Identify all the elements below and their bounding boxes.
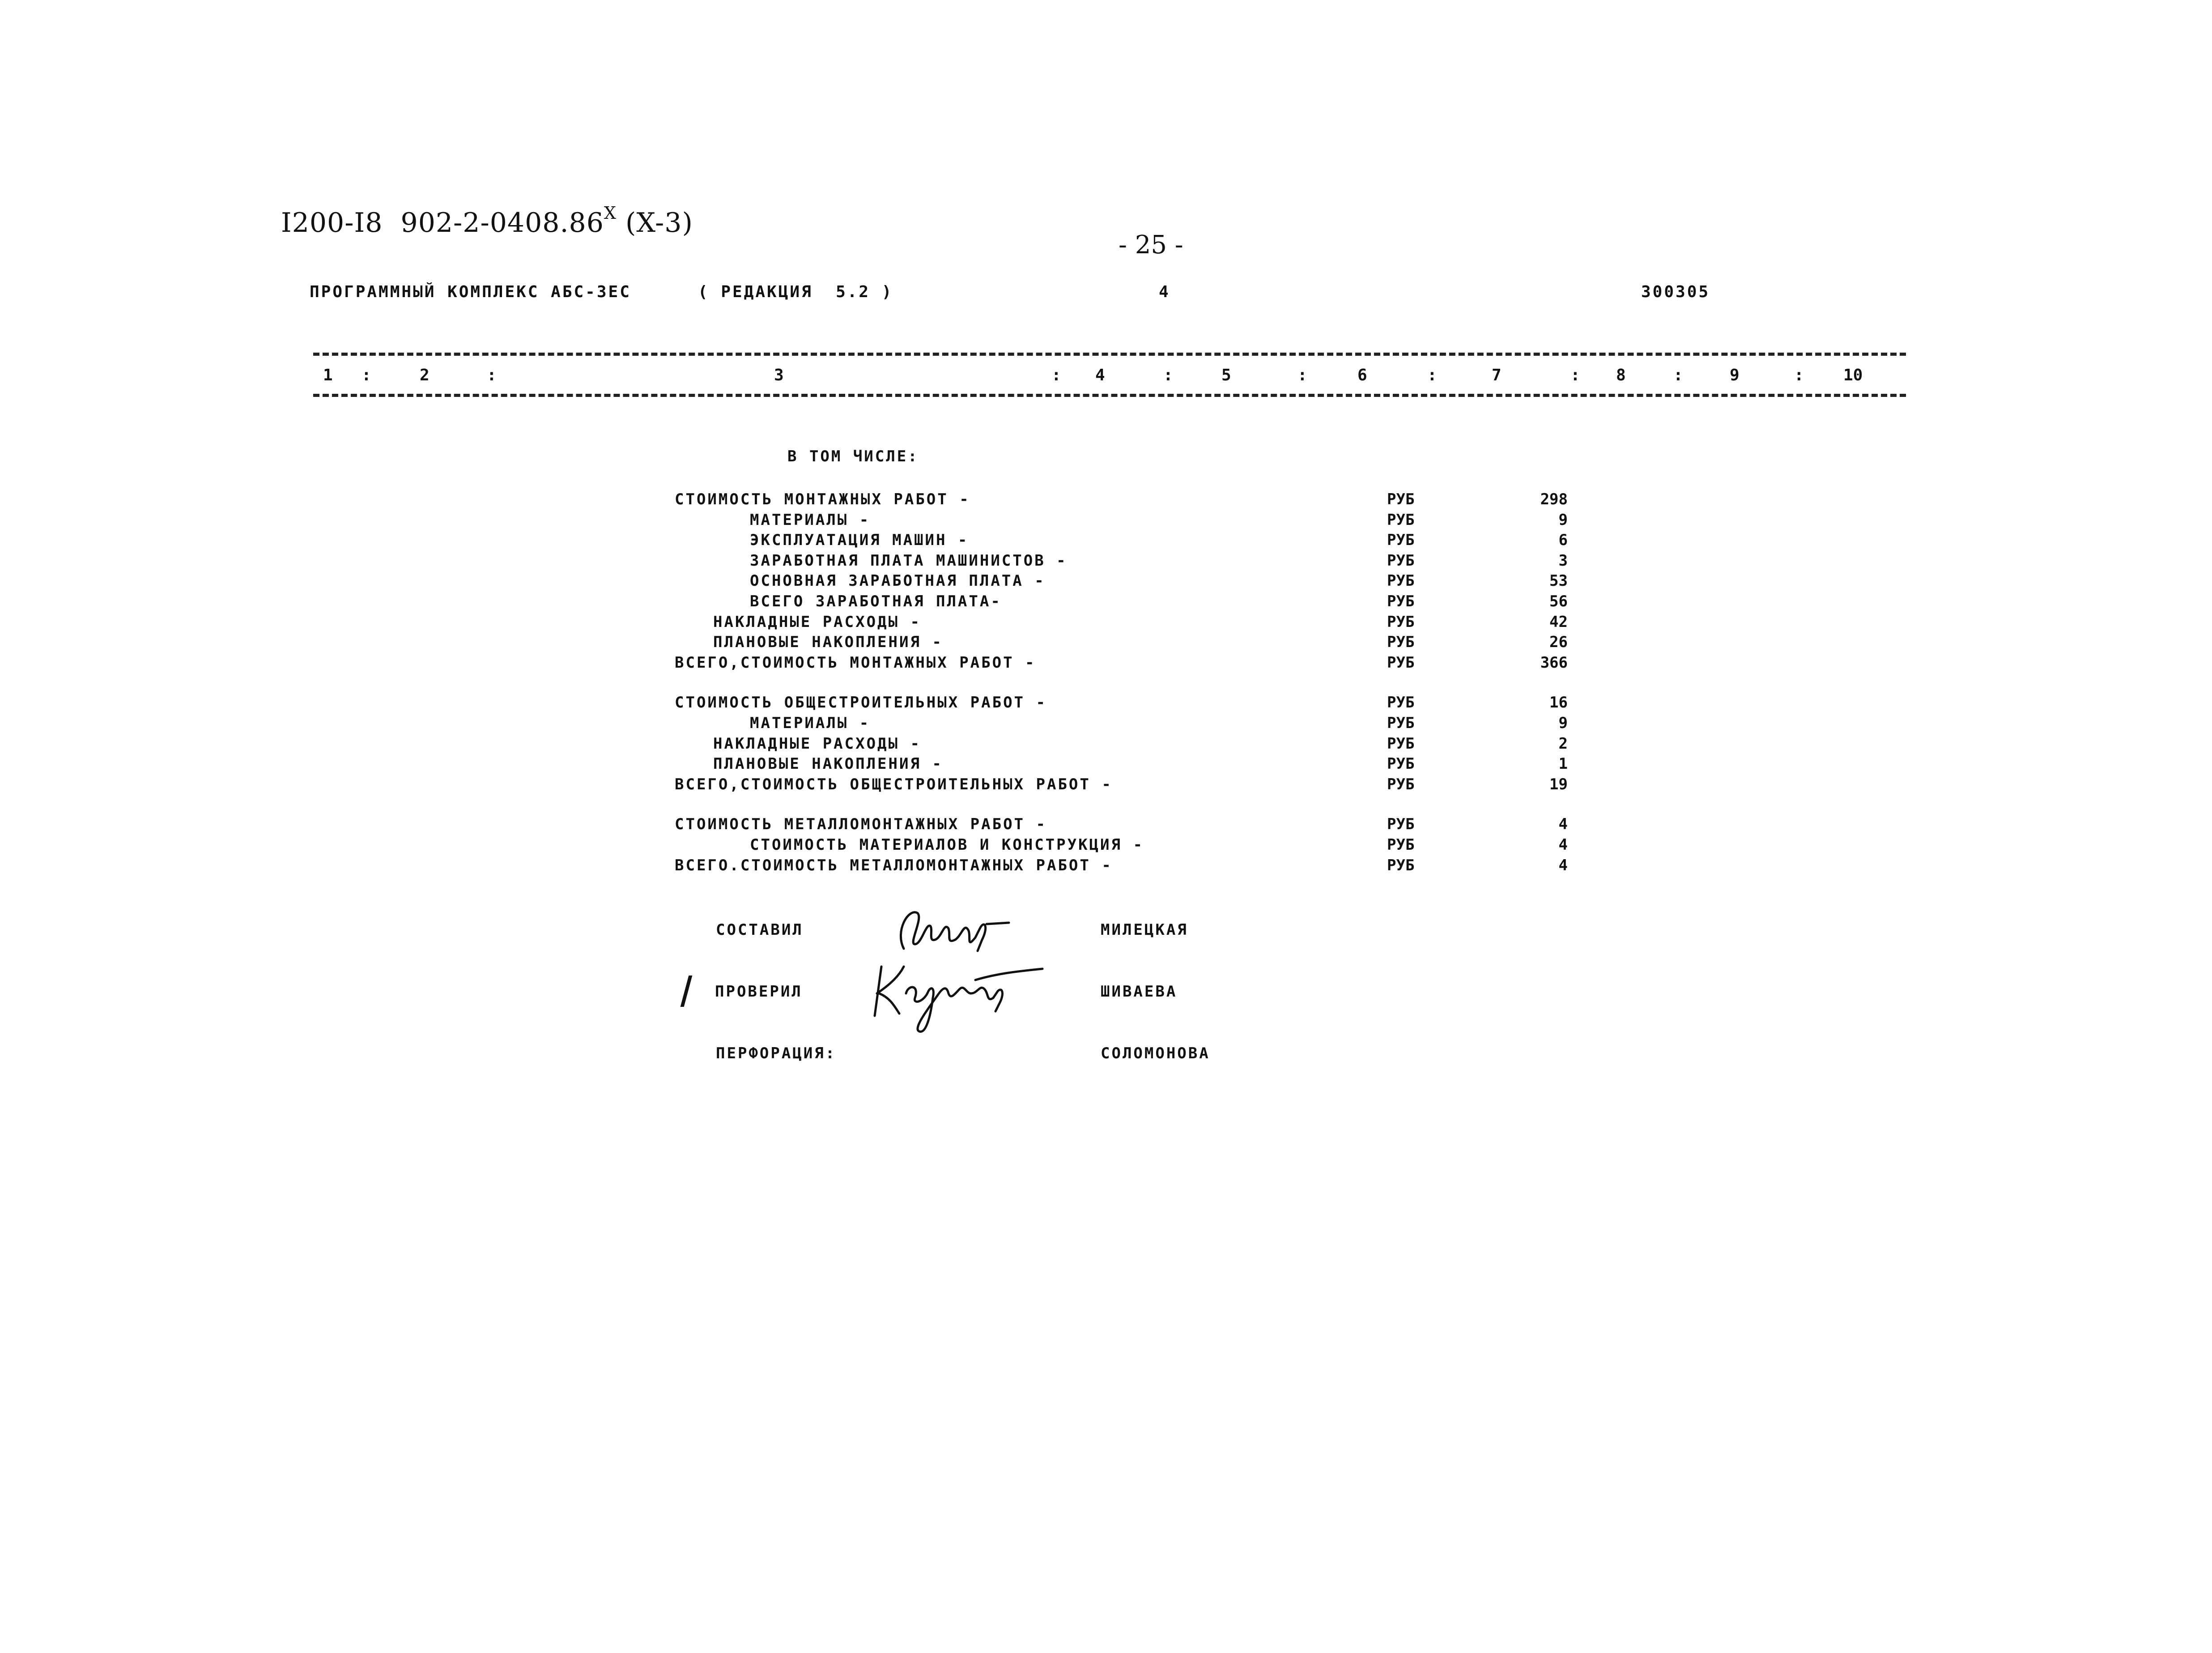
column-separator: : — [1163, 366, 1173, 384]
column-separator: : — [1673, 366, 1683, 384]
perforation-name: СОЛОМОНОВА — [1101, 1044, 1210, 1062]
column-separator: : — [362, 366, 371, 384]
column-number: 5 — [1221, 366, 1231, 384]
column-number: 6 — [1357, 366, 1367, 384]
cost-row-label: ВСЕГО.СТОИМОСТЬ МЕТАЛЛОМОНТАЖНЫХ РАБОТ - — [675, 856, 1113, 874]
column-separator: : — [1570, 366, 1580, 384]
document-code — [281, 203, 693, 239]
header-rule-top — [313, 353, 1906, 356]
cost-row-label: ВСЕГО ЗАРАБОТНАЯ ПЛАТА- — [750, 592, 1002, 610]
cost-row-unit: РУБ — [1387, 613, 1415, 631]
cost-row-label: СТОИМОСТЬ МОНТАЖНЫХ РАБОТ - — [675, 490, 970, 508]
compiled-by-label: СОСТАВИЛ — [716, 921, 804, 939]
cost-row-unit: РУБ — [1387, 490, 1415, 508]
column-number: 3 — [774, 366, 784, 384]
cost-row-unit: РУБ — [1387, 856, 1415, 874]
cost-row-unit: РУБ — [1387, 551, 1415, 570]
cost-row-unit: РУБ — [1387, 511, 1415, 529]
cost-row-label: НАКЛАДНЫЕ РАСХОДЫ - — [713, 734, 921, 753]
cost-row-value: 6 — [1558, 531, 1568, 550]
cost-row-unit: РУБ — [1387, 531, 1415, 550]
program-name: ПРОГРАММНЫЙ КОМПЛЕКС АБС-ЗЕС — [310, 283, 631, 301]
cost-row-unit: РУБ — [1387, 633, 1415, 652]
cost-row-value: 9 — [1558, 714, 1568, 732]
program-edition: ( РЕДАКЦИЯ 5.2 ) — [698, 283, 893, 301]
cost-row-label: ВСЕГО,СТОИМОСТЬ ОБЩЕСТРОИТЕЛЬНЫХ РАБОТ - — [675, 775, 1113, 793]
column-number: 7 — [1492, 366, 1502, 384]
compiled-by-name: МИЛЕЦКАЯ — [1101, 921, 1188, 939]
cost-row-value: 56 — [1549, 592, 1568, 610]
cost-row-value: 4 — [1558, 836, 1568, 854]
cost-row-value: 16 — [1549, 694, 1568, 712]
cost-row-unit: РУБ — [1387, 836, 1415, 854]
cost-row-label: ПЛАНОВЫЕ НАКОПЛЕНИЯ - — [713, 633, 943, 652]
cost-row-unit: РУБ — [1387, 775, 1415, 793]
cost-row-value: 26 — [1549, 633, 1568, 652]
cost-row-label: ЭКСПЛУАТАЦИЯ МАШИН - — [750, 531, 969, 550]
cost-row-value: 4 — [1558, 815, 1568, 834]
checked-by-name: ШИВАЕВА — [1101, 983, 1178, 1001]
cost-row-value: 298 — [1540, 490, 1568, 508]
column-number: 2 — [420, 366, 430, 384]
cost-row-label: СТОИМОСТЬ МЕТАЛЛОМОНТАЖНЫХ РАБОТ - — [675, 815, 1047, 834]
cost-row-label: ВСЕГО,СТОИМОСТЬ МОНТАЖНЫХ РАБОТ - — [675, 653, 1036, 672]
document-code-main: I200-I8 902-2-0408.86 — [281, 207, 604, 239]
cost-row-unit: РУБ — [1387, 815, 1415, 834]
cost-row-label: ПЛАНОВЫЕ НАКОПЛЕНИЯ - — [713, 755, 943, 773]
cost-row-value: 42 — [1549, 613, 1568, 631]
document-code-superscript: X — [604, 203, 617, 223]
cost-row-unit: РУБ — [1387, 572, 1415, 590]
perforation-label: ПЕРФОРАЦИЯ: — [716, 1044, 837, 1062]
sheet-number: 4 — [1159, 283, 1170, 301]
cost-row-unit: РУБ — [1387, 592, 1415, 610]
cost-row-value: 4 — [1558, 856, 1568, 874]
cost-row-unit: РУБ — [1387, 653, 1415, 672]
cost-row-unit: РУБ — [1387, 714, 1415, 732]
cost-row-unit: РУБ — [1387, 694, 1415, 712]
cost-row-unit: РУБ — [1387, 734, 1415, 753]
checked-by-label: ПРОВЕРИЛ — [715, 983, 803, 1001]
header-rule-bottom — [313, 394, 1906, 397]
checked-signature — [864, 949, 1051, 1038]
cost-row-value: 1 — [1558, 755, 1568, 773]
column-separator: : — [1297, 366, 1307, 384]
cost-row-label: ОСНОВНАЯ ЗАРАБОТНАЯ ПЛАТА - — [750, 572, 1046, 590]
column-number: 1 — [323, 366, 333, 384]
cost-row-value: 3 — [1558, 551, 1568, 570]
section-title: В ТОМ ЧИСЛЕ: — [787, 447, 919, 465]
column-number: 4 — [1095, 366, 1105, 384]
column-separator: : — [1794, 366, 1804, 384]
cost-row-label: СТОИМОСТЬ ОБЩЕСТРОИТЕЛЬНЫХ РАБОТ - — [675, 694, 1047, 712]
cost-row-value: 19 — [1549, 775, 1568, 793]
document-registry-code: 300305 — [1641, 283, 1710, 301]
column-number: 9 — [1730, 366, 1740, 384]
column-separator: : — [487, 366, 497, 384]
check-mark-stroke — [681, 976, 693, 1007]
cost-row-unit: РУБ — [1387, 755, 1415, 773]
cost-row-value: 53 — [1549, 572, 1568, 590]
column-number: 10 — [1843, 366, 1863, 384]
cost-row-label: СТОИМОСТЬ МАТЕРИАЛОВ И КОНСТРУКЦИЯ - — [750, 836, 1144, 854]
cost-row-label: МАТЕРИАЛЫ - — [750, 714, 871, 732]
document-code-suffix: (X-3) — [616, 207, 693, 239]
cost-row-label: НАКЛАДНЫЕ РАСХОДЫ - — [713, 613, 921, 631]
cost-row-value: 2 — [1558, 734, 1568, 753]
page-number: - 25 - — [1119, 230, 1183, 260]
column-number: 8 — [1616, 366, 1626, 384]
column-separator: : — [1051, 366, 1061, 384]
column-separator: : — [1427, 366, 1437, 384]
cost-row-value: 366 — [1540, 653, 1568, 672]
cost-row-value: 9 — [1558, 511, 1568, 529]
cost-row-label: МАТЕРИАЛЫ - — [750, 511, 871, 529]
cost-row-label: ЗАРАБОТНАЯ ПЛАТА МАШИНИСТОВ - — [750, 551, 1068, 570]
